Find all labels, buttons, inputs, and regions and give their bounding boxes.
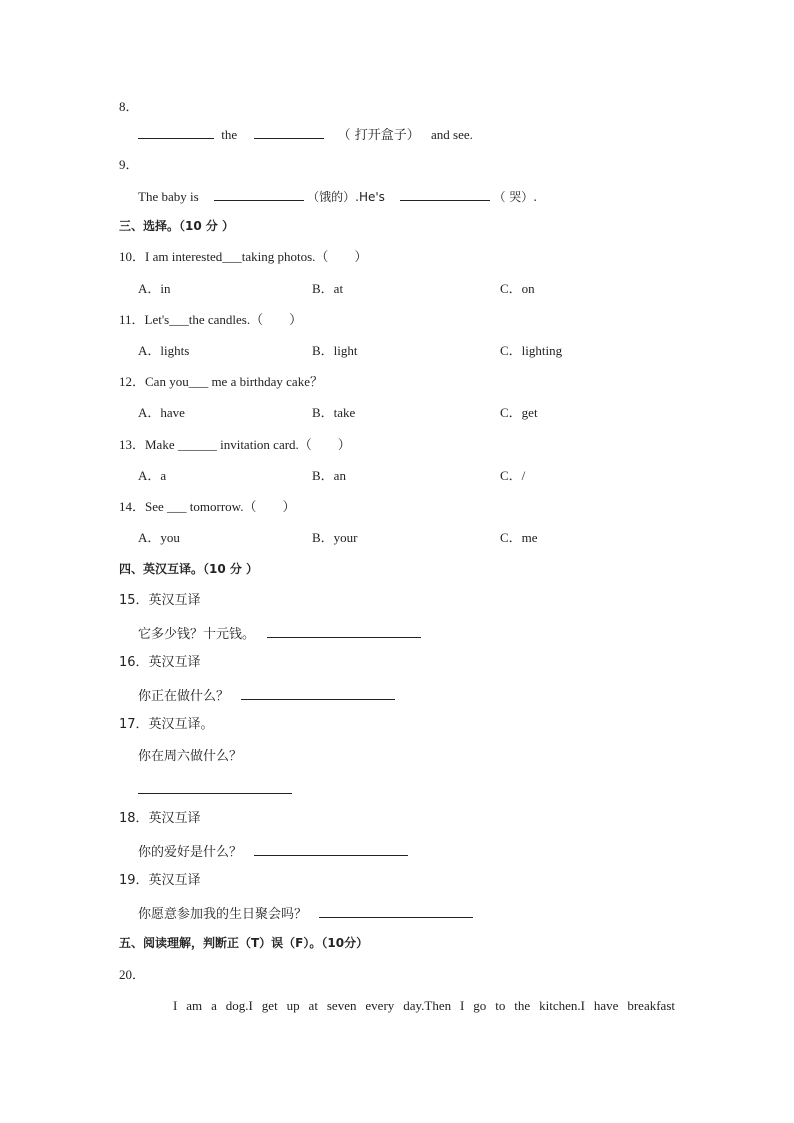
translation-line [138, 624, 421, 643]
reading-passage: I am a dog.I get up at seven every day.Then I go to the kitchen.I have breakfast [173, 998, 675, 1013]
q9-hint-1: （饿的）.He's [307, 190, 385, 204]
translation-title: 18．英汉互译 [119, 811, 201, 826]
translation-prompt: 它多少钱？十元钱。 [138, 627, 256, 642]
mc-stem: 10．I am interested___taking photos.（ ） [119, 249, 368, 264]
mc-stem: 11．Let's___the candles.（ ） [119, 312, 303, 327]
q9-hint-2: （ 哭）. [493, 190, 538, 204]
mc-option-b[interactable]: B．an [312, 468, 346, 483]
q8-tail: and see. [431, 127, 473, 142]
mc-option-a[interactable]: A．a [138, 468, 167, 483]
translation-answer-blank[interactable] [254, 842, 408, 856]
q9-prefix: The baby is [138, 189, 199, 204]
mc-option-c[interactable]: C．lighting [500, 343, 563, 358]
translation-prompt: 你的爱好是什么？ [138, 845, 243, 860]
mc-option-b[interactable]: B．your [312, 530, 358, 545]
translation-line [138, 904, 473, 923]
q9-blank-2[interactable] [400, 187, 490, 201]
translation-title: 16．英汉互译 [119, 655, 201, 670]
mc-option-b[interactable]: B．take [312, 405, 356, 420]
translation-answer-blank[interactable] [241, 686, 395, 700]
q8-chinese-hint: （ 打开盒子） [337, 128, 420, 143]
q8-number: 8． [119, 99, 139, 114]
translation-answer-blank[interactable] [138, 780, 292, 794]
section-3-heading: 三、选择。（10 分 ） [119, 219, 235, 233]
mc-option-b[interactable]: B．light [312, 343, 358, 358]
q20-number: 20． [119, 967, 146, 982]
mc-option-c[interactable]: C．get [500, 405, 538, 420]
q9-blank-1[interactable] [214, 187, 304, 201]
q8-blank-2[interactable] [254, 125, 324, 139]
mc-stem: 14．See ___ tomorrow.（ ） [119, 499, 296, 514]
q8-blank-1[interactable] [138, 125, 214, 139]
translation-line [138, 780, 292, 798]
mc-option-a[interactable]: A．have [138, 405, 185, 420]
mc-option-c[interactable]: C．/ [500, 468, 526, 483]
translation-prompt: 你正在做什么？ [138, 689, 230, 704]
section-5-heading: 五、阅读理解，判断正（T）误（F）。（10分） [119, 936, 369, 950]
section-4-heading: 四、英汉互译。（10 分 ） [119, 562, 259, 576]
translation-title: 15．英汉互译 [119, 593, 201, 608]
translation-answer-blank[interactable] [267, 624, 421, 638]
mc-option-c[interactable]: C．on [500, 281, 535, 296]
translation-prompt: 你愿意参加我的生日聚会吗？ [138, 907, 308, 922]
translation-prompt: 你在周六做什么？ [138, 749, 243, 764]
mc-option-c[interactable]: C．me [500, 530, 538, 545]
translation-line [138, 686, 395, 705]
translation-title: 17．英汉互译。 [119, 717, 214, 732]
q8-line [138, 125, 473, 144]
translation-line [138, 842, 408, 861]
mc-stem: 13．Make ______ invitation card.（ ） [119, 437, 351, 452]
translation-answer-blank[interactable] [319, 904, 473, 918]
q9-number: 9． [119, 157, 139, 172]
mc-option-b[interactable]: B．at [312, 281, 344, 296]
q9-line [138, 187, 537, 205]
q8-the: the [221, 127, 238, 142]
mc-option-a[interactable]: A．lights [138, 343, 190, 358]
mc-option-a[interactable]: A．you [138, 530, 180, 545]
mc-stem: 12．Can you___ me a birthday cake？ [119, 374, 323, 389]
mc-option-a[interactable]: A．in [138, 281, 171, 296]
translation-title: 19．英汉互译 [119, 873, 201, 888]
